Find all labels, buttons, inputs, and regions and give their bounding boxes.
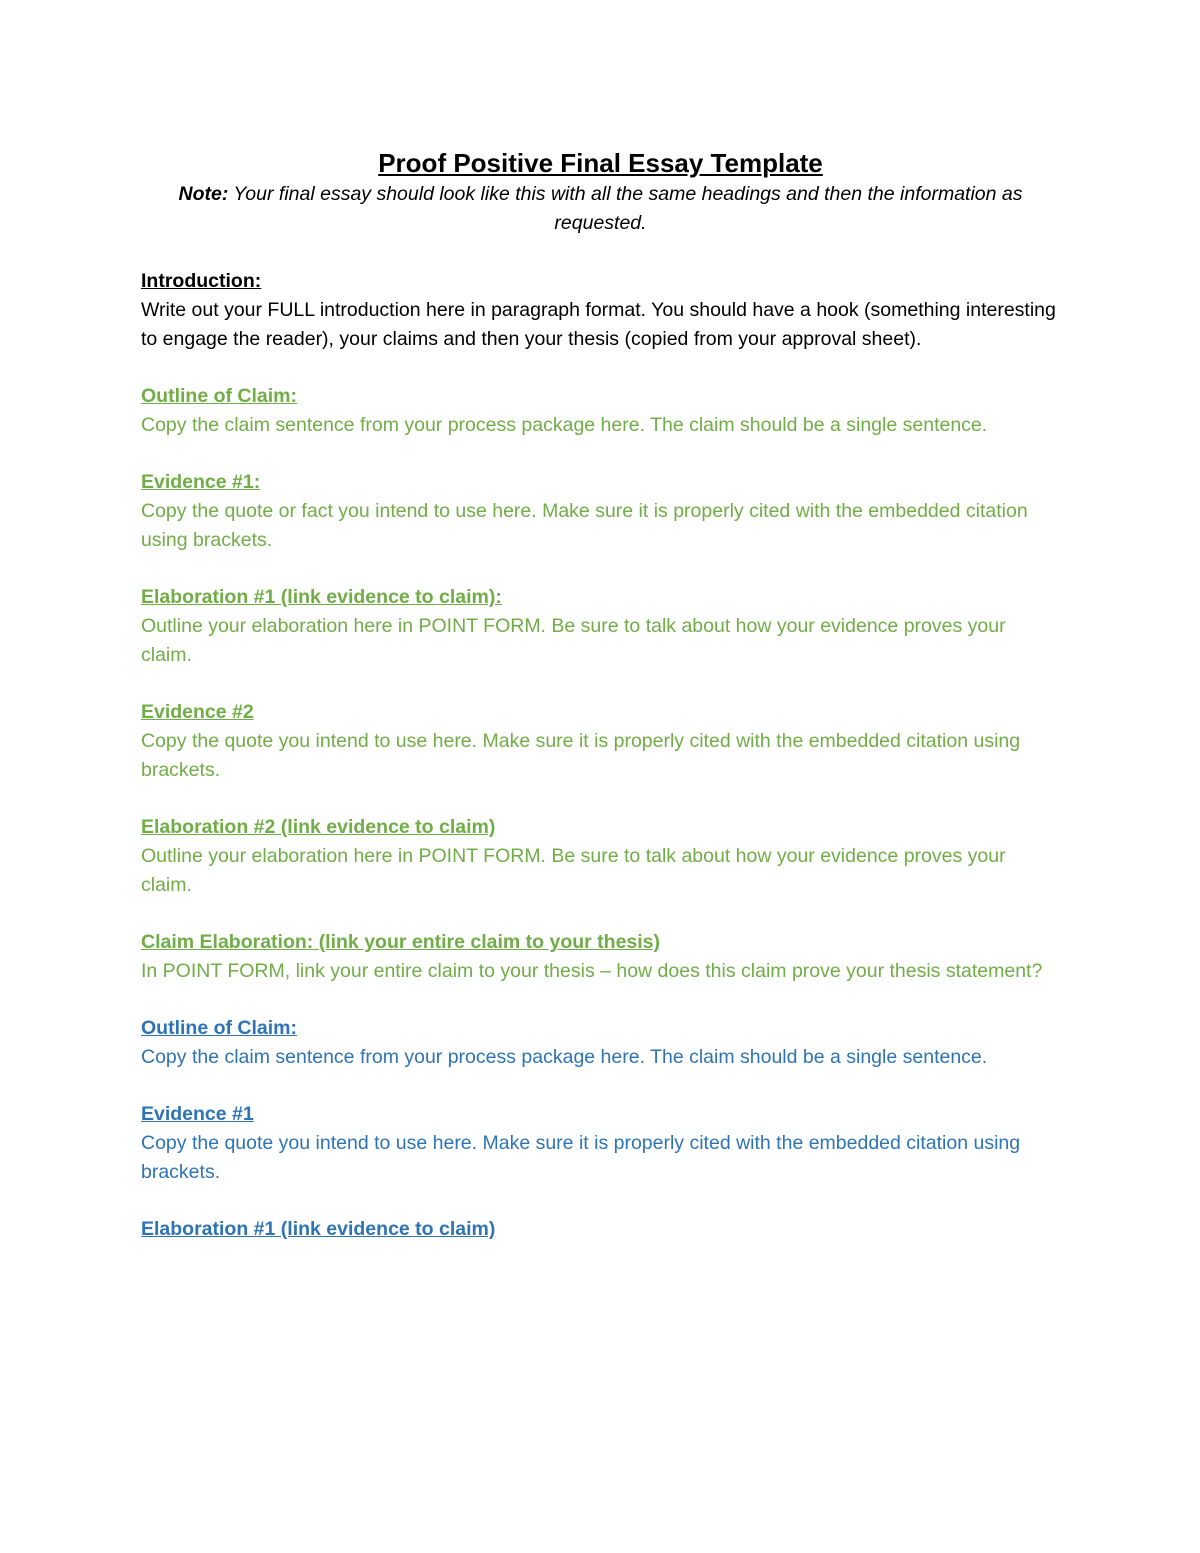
section-heading: Outline of Claim:	[141, 385, 297, 407]
section-heading: Evidence #1:	[141, 471, 261, 493]
section-heading: Elaboration #1 (link evidence to claim):	[141, 586, 502, 608]
section-evidence-1-second-claim	[141, 1100, 1060, 1187]
section-introduction	[141, 267, 1060, 354]
section-evidence-1	[141, 468, 1060, 555]
note-label: Note:	[178, 183, 229, 205]
section-evidence-2	[141, 698, 1060, 785]
section-heading: Evidence #1	[141, 1103, 254, 1125]
section-outline-of-claim-1	[141, 382, 1060, 440]
document-title: Proof Positive Final Essay Template	[378, 148, 823, 178]
section-body: Copy the claim sentence from your process package here. The claim should be a single sentence.	[141, 1046, 988, 1068]
section-body: Copy the quote you intend to use here. Make sure it is properly cited with the embedded citation using brackets.	[141, 730, 1021, 781]
section-elaboration-2	[141, 813, 1060, 900]
section-claim-elaboration	[141, 928, 1060, 986]
section-body: In POINT FORM, link your entire claim to your thesis – how does this claim prove your thesis statement?	[141, 960, 1043, 982]
section-body: Outline your elaboration here in POINT FORM. Be sure to talk about how your evidence proves your claim.	[141, 845, 1006, 896]
section-body: Outline your elaboration here in POINT FORM. Be sure to talk about how your evidence proves your claim.	[141, 615, 1006, 666]
note-paragraph	[141, 180, 1060, 238]
section-heading: Evidence #2	[141, 701, 254, 723]
section-elaboration-1-second-claim	[141, 1215, 1060, 1244]
section-heading: Claim Elaboration: (link your entire claim to your thesis)	[141, 931, 661, 953]
section-heading: Introduction:	[141, 270, 262, 292]
section-heading: Elaboration #1 (link evidence to claim)	[141, 1218, 496, 1240]
section-body: Write out your FULL introduction here in paragraph format. You should have a hook (something interesting to engage the reader), your claims and then your thesis (copied from your approval sheet).	[141, 299, 1056, 350]
section-body: Copy the quote or fact you intend to use here. Make sure it is properly cited with the embedded citation using brackets.	[141, 500, 1028, 551]
section-body: Copy the quote you intend to use here. Make sure it is properly cited with the embedded citation using brackets.	[141, 1132, 1021, 1183]
section-body: Copy the claim sentence from your process package here. The claim should be a single sentence.	[141, 414, 988, 436]
section-elaboration-1	[141, 583, 1060, 670]
note-text: Your final essay should look like this with all the same headings and then the information as requested.	[228, 183, 1023, 234]
section-heading: Outline of Claim:	[141, 1017, 297, 1039]
section-outline-of-claim-2	[141, 1014, 1060, 1072]
section-heading: Elaboration #2 (link evidence to claim)	[141, 816, 496, 838]
